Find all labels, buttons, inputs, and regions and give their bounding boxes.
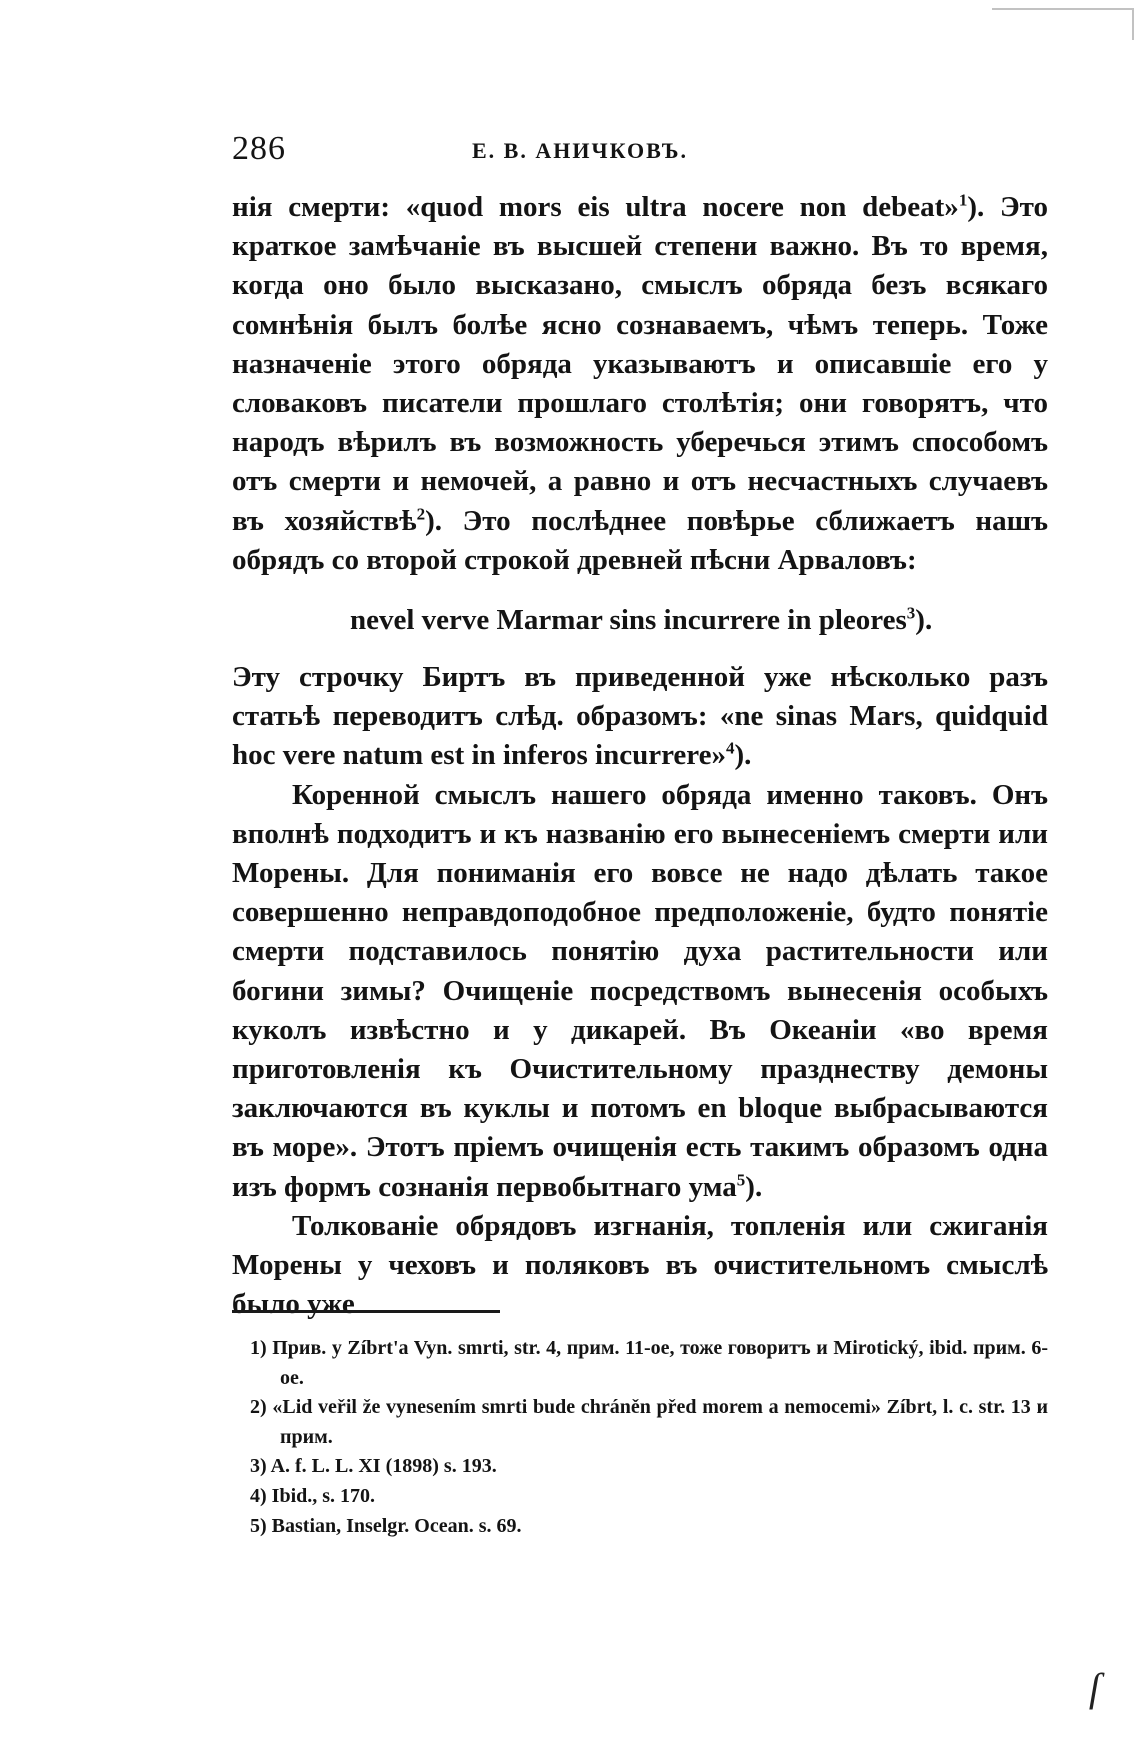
main-text xyxy=(232,188,1048,1324)
footnote-5-label: 5) xyxy=(250,1514,267,1537)
page-header xyxy=(232,130,1052,170)
paragraph-1-part-b: ). Это краткое замѣчаніе въ высшей степени важно. Въ то время, когда оно было высказано, смыслъ обряда безъ всякаго сомнѣнія былъ болѣе ясно сознаваемъ, чѣмъ теперь. Тоже назначеніе этого обряда указываютъ и описавшіе его у словаковъ писатели прошлаго столѣтія; они говорятъ, что народъ вѣрилъ въ возможность уберечься этимъ способомъ отъ смерти и немочей, а равно и отъ несчастныхъ случаевъ въ хозяйствѣ xyxy=(232,191,1048,537)
verse-quote xyxy=(232,600,1048,640)
footnote-ref-4: 4 xyxy=(726,738,735,758)
footnote-4-label: 4) xyxy=(250,1484,267,1507)
footnote-3-text: A. f. L. L. XI (1898) s. 193. xyxy=(270,1455,497,1478)
paragraph-1-part-c: ). Это послѣднее повѣрье сближаетъ нашъ обрядъ со второй строкой древней пѣсни Арваловъ: xyxy=(232,504,1048,576)
footnotes xyxy=(232,1334,1048,1541)
paragraph-3-part-a: Коренной смыслъ нашего обряда именно таковъ. Онъ вполнѣ подходитъ и къ названію его вынесеніемъ смерти или Морены. Для пониманія его вовсе не надо дѣлать такое совершенно неправдоподобное предположеніе, будто понятіе смерти подставилось понятію духа растительности или богини зимы? Очищеніе посредствомъ вынесенія особыхъ куколъ извѣстно и у дикарей. Въ Океаніи «во время приготовленія къ Очистительному празднеству демоны заключаются въ куклы и потомъ en bloque выбрасываются въ море». Этотъ пріемъ очищенія есть такимъ образомъ одна изъ формъ сознанія первобытнаго ума xyxy=(232,778,1048,1203)
footnote-3 xyxy=(232,1452,1048,1482)
footnote-2-text: «Lid veřil že vynesením smrti bude chráněn před morem a nemocemi» Zíbrt, l. c. str. 13 и прим. xyxy=(272,1396,1049,1448)
footnote-1-text: Прив. у Zíbrt'a Vyn. smrti, str. 4, прим. 11-ое, тоже говоритъ и Mirotický, ibid. прим. 6-ое. xyxy=(272,1337,1049,1389)
footnote-ref-3: 3 xyxy=(906,603,916,623)
paragraph-4 xyxy=(232,1207,1048,1325)
footnote-3-label: 3) xyxy=(250,1455,267,1478)
stray-ink-mark: ſ xyxy=(1088,1665,1100,1710)
paragraph-2 xyxy=(232,658,1048,776)
footnote-2-label: 2) xyxy=(250,1396,267,1419)
footnote-separator xyxy=(232,1310,500,1313)
verse-tail: ). xyxy=(915,604,933,637)
running-head: Е. В. АНИЧКОВЪ. xyxy=(472,138,688,163)
verse-text: nevel verve Marmar sins incurrere in pleores xyxy=(350,604,907,637)
paragraph-2-part-b: ). xyxy=(734,739,752,772)
paragraph-1-part-a: нія смерти: «quod mors eis ultra nocere non debeat» xyxy=(232,191,959,223)
footnote-4 xyxy=(232,1482,1048,1512)
footnote-ref-2: 2 xyxy=(416,503,426,523)
scan-corner-mark xyxy=(992,8,1134,40)
paragraph-3 xyxy=(232,776,1048,1207)
footnote-ref-5: 5 xyxy=(736,1170,746,1190)
footnote-5 xyxy=(232,1512,1048,1542)
footnote-5-text: Bastian, Inselgr. Ocean. s. 69. xyxy=(271,1514,522,1537)
paragraph-3-part-b: ). xyxy=(745,1170,763,1203)
footnote-4-text: Ibid., s. 170. xyxy=(271,1484,376,1507)
footnote-1 xyxy=(232,1334,1048,1393)
paragraph-1 xyxy=(232,188,1048,580)
footnote-2 xyxy=(232,1393,1048,1452)
paragraph-2-part-a: Эту строчку Биртъ въ приведенной уже нѣсколько разъ статьѣ переводитъ слѣд. образомъ: «ne sinas Mars, quidquid hoc vere natum est in inferos incurrere» xyxy=(232,661,1048,772)
paragraph-4-text: Толкованіе обрядовъ изгнанія, топленія или сжиганія Морены у чеховъ и поляковъ въ очистительномъ смыслѣ было уже xyxy=(232,1209,1048,1321)
page-number: 286 xyxy=(232,130,286,167)
footnote-ref-1: 1 xyxy=(958,190,968,210)
footnote-1-label: 1) xyxy=(250,1337,267,1359)
